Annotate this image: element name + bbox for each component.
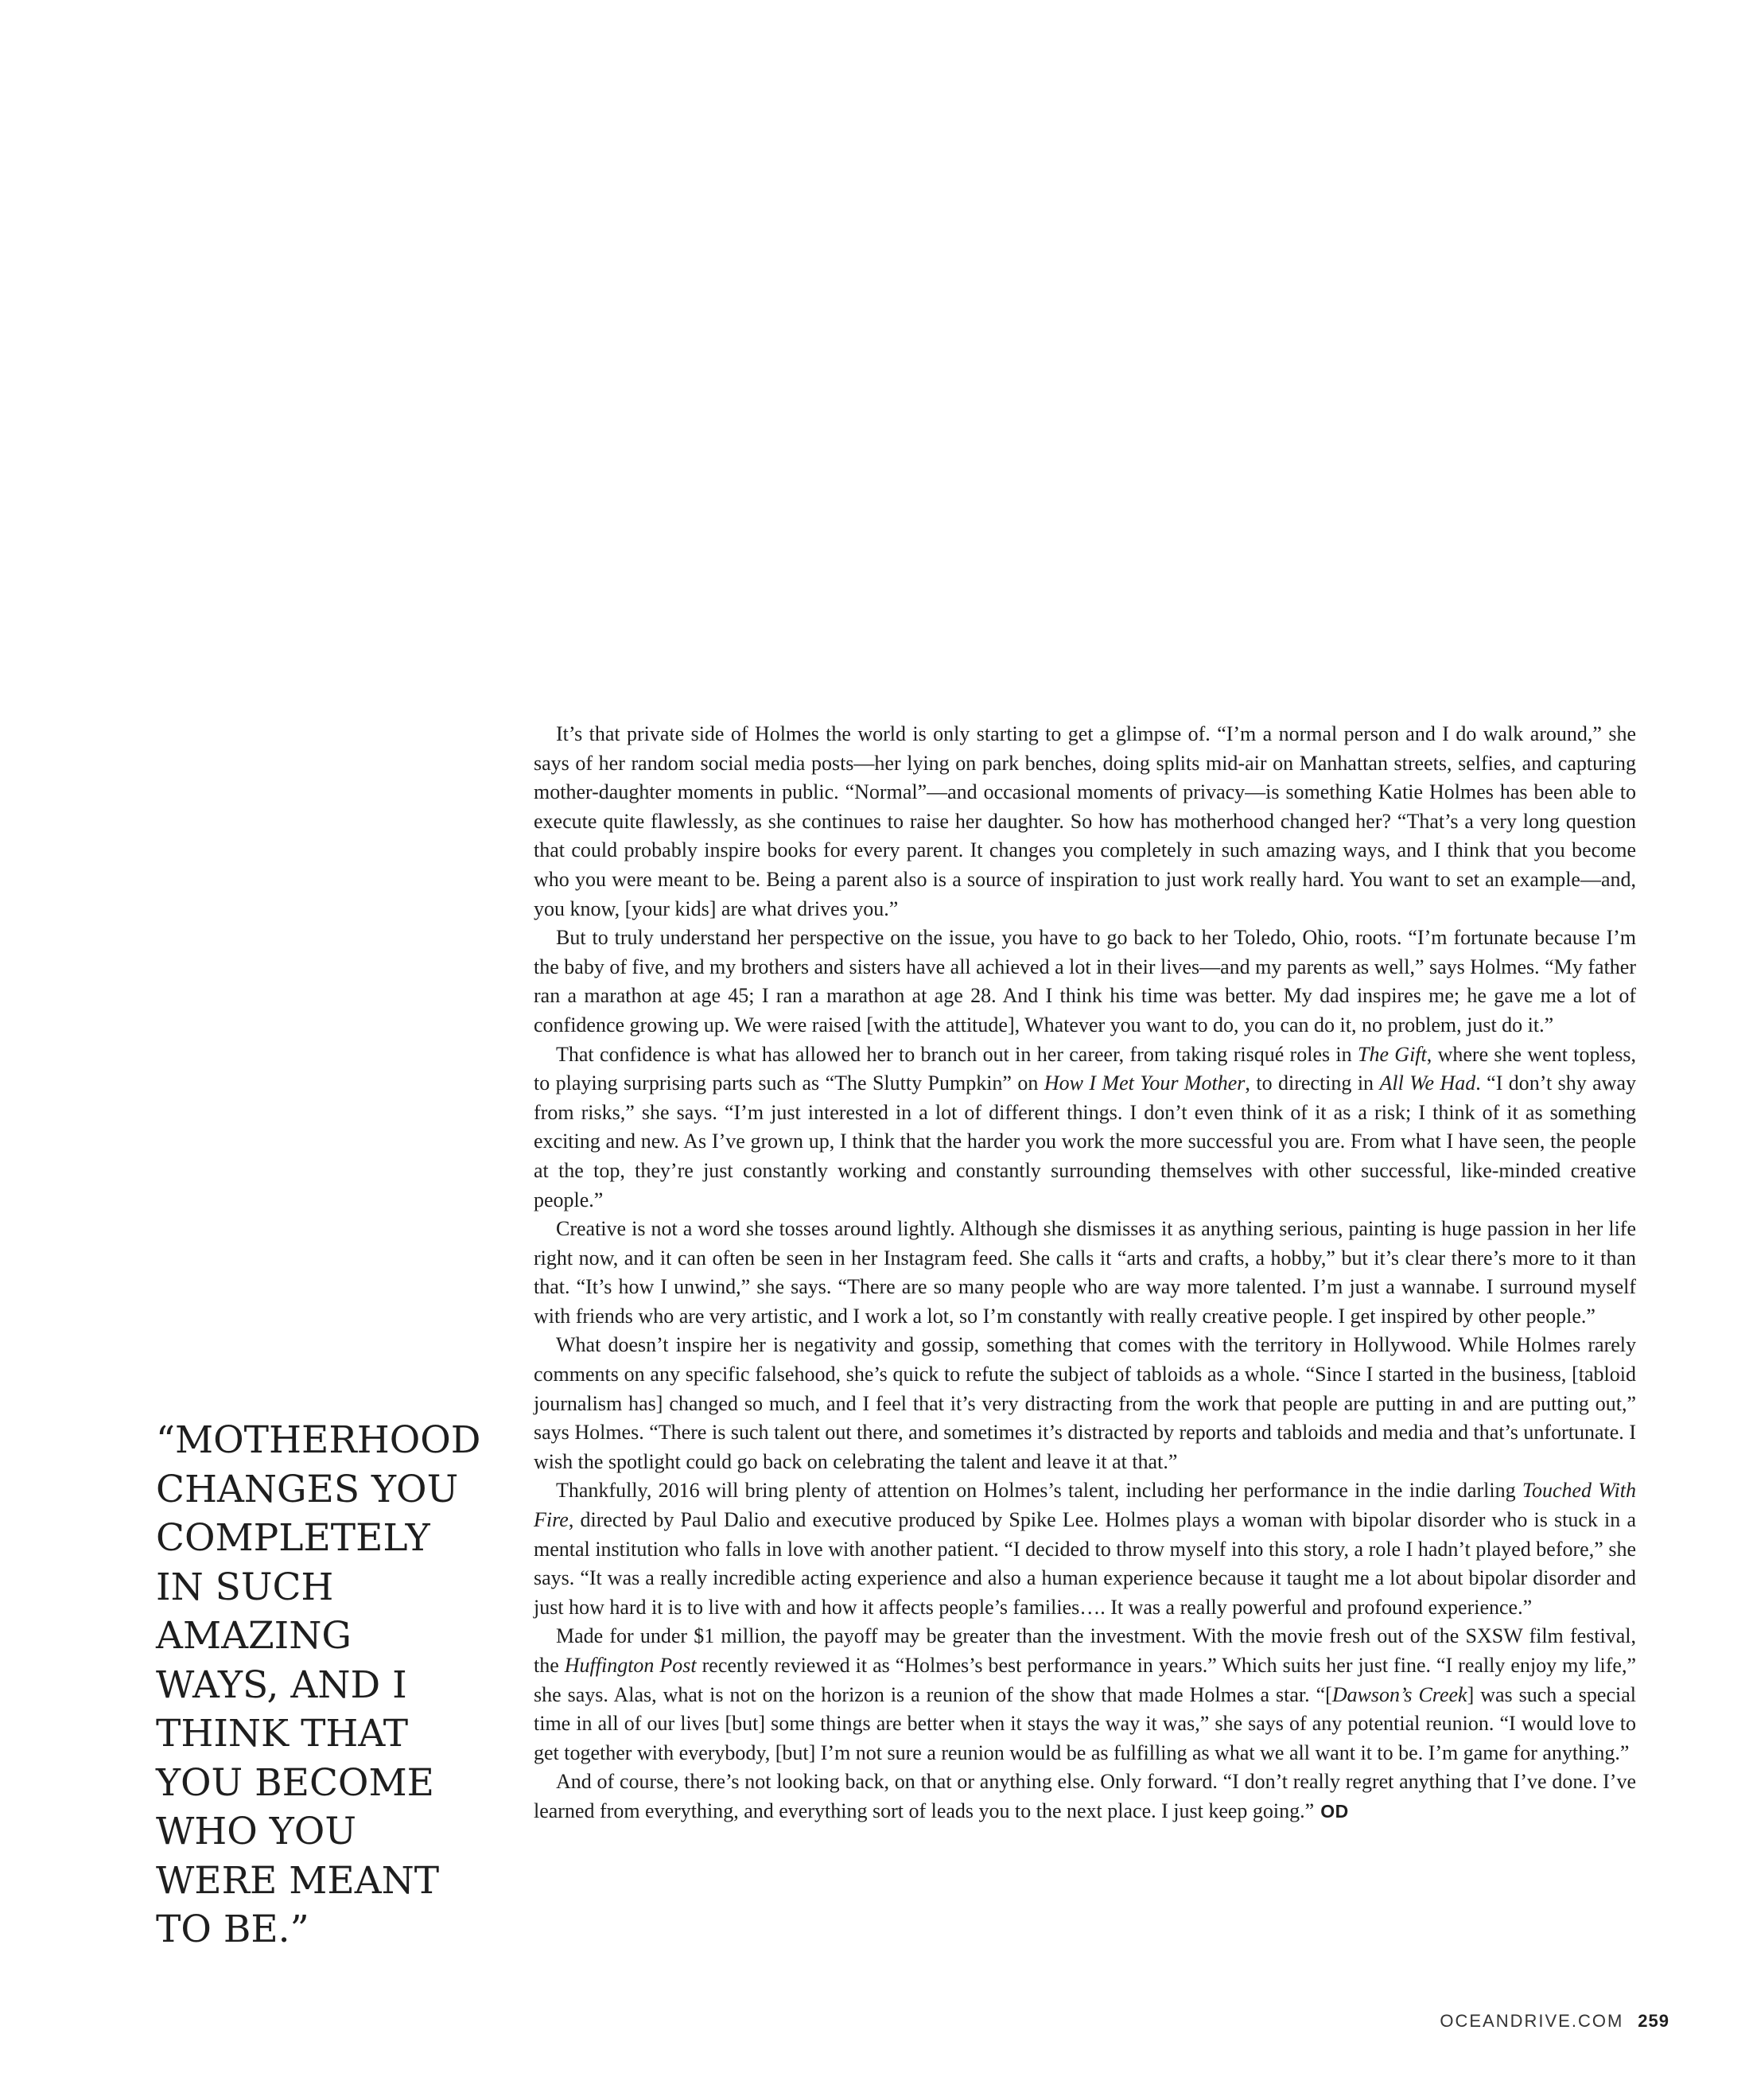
pull-quote-line: “MOTHERHOOD bbox=[156, 1418, 481, 1462]
pull-quote-line: AMAZING bbox=[156, 1614, 352, 1658]
pull-quote-line: WAYS, AND I bbox=[156, 1662, 407, 1707]
article-paragraph bbox=[534, 1215, 1636, 1331]
text-run: , where she went topless, to playing surprising parts such as “The Slutty Pumpkin” on bbox=[534, 1042, 1637, 1095]
text-run: recently reviewed it as “Holmes’s best performance in years.” Which suits her just fine. “I really enjoy my life,” she says. Alas, what is not on the horizon is a reunion of the show that made Holmes a star. “[ bbox=[534, 1654, 1636, 1706]
pull-quote bbox=[156, 1416, 481, 1954]
page-footer bbox=[1440, 2011, 1669, 2032]
text-run: That confidence is what has allowed her to branch out in her career, from taking risqué roles in bbox=[556, 1042, 1358, 1066]
article-body bbox=[534, 720, 1636, 1826]
text-run: , directed by Paul Dalio and executive produced by Spike Lee. Holmes plays a woman with bipolar disorder who is stuck in a mental institution who falls in love with another patient. “I decided to throw myself into this story, a role I hadn’t played before,” she says. “It was a really incredible acting experience and also a human experience because it taught me a lot about bipolar disorder and just how hard it is to live with and how it affects people’s families…. It was a really powerful and profound experience.” bbox=[534, 1508, 1636, 1619]
article-paragraph bbox=[534, 1476, 1636, 1622]
article-paragraph bbox=[534, 924, 1636, 1040]
pull-quote-line: TO BE.” bbox=[156, 1908, 309, 1951]
article-paragraph bbox=[534, 720, 1636, 924]
pull-quote-line: WERE MEANT bbox=[156, 1858, 440, 1903]
title-italic: How I Met Your Mother bbox=[1044, 1071, 1246, 1095]
title-italic: All We Had bbox=[1379, 1071, 1476, 1095]
pull-quote-line: COMPLETELY bbox=[156, 1516, 430, 1560]
text-run: What doesn’t inspire her is negativity and gossip, something that comes with the territory in Hollywood. While Holmes rarely comments on any specific falsehood, she’s quick to refute the subject of tabloids as a whole. “Since I started in the business, [tabloid journalism has] changed so much, and I feel that it’s very distracting from the work that people are putting in and are putting out,” says Holmes. “There is such talent out there, and sometimes it’s distracted by reports and tabloids and media and that’s unfortunate. I wish the spotlight could go back on celebrating the talent and leave it at that.” bbox=[534, 1333, 1636, 1473]
text-run: ] was such a special time in all of our lives [but] some things are better when it stays the way it was,” she says of any potential reunion. “I would love to get together with everybody, [but] I’m not sure a reunion would be as fulfilling as what we all want it to be. I’m game for anything.” bbox=[534, 1682, 1636, 1764]
footer-site-name: OCEANDRIVE.COM bbox=[1440, 2011, 1624, 2031]
pull-quote-line: WHO YOU bbox=[156, 1810, 356, 1853]
pull-quote-line: YOU BECOME bbox=[156, 1760, 434, 1805]
text-run: And of course, there’s not looking back, on that or anything else. Only forward. “I don’t really regret anything that I’ve done. I’ve learned from everything, and everything sort of leads you to the next place. I just keep going.” bbox=[534, 1770, 1636, 1822]
text-run: It’s that private side of Holmes the world is only starting to get a glimpse of. “I’m a normal person and I do walk around,” she says of her random social media posts—her lying on park benches, doing splits mid-air on Manhattan streets, selfies, and capturing mother-daughter moments in public. “Normal”—and occasional moments of privacy—is something Katie Holmes has been able to execute quite flawlessly, as she continues to raise her daughter. So how has motherhood changed her? “That’s a very long question that could probably inspire books for every parent. It changes you completely in such amazing ways, and I think that you become who you were meant to be. Being a parent also is a source of inspiration to just work really hard. You want to set an example—and, you know, [your kids] are what drives you.” bbox=[534, 722, 1636, 920]
page-number: 259 bbox=[1638, 2011, 1669, 2031]
text-run: , to directing in bbox=[1245, 1071, 1380, 1095]
text-run: . “I don’t shy away from risks,” she says. “I’m just interested in a lot of different things. I don’t even think of it as a risk; I think of it as something exciting and new. As I’ve grown up, I think that the harder you work the more successful you are. From what I have seen, the people at the top, they’re just constantly working and constantly surrounding themselves with other successful, like-minded creative people.” bbox=[534, 1071, 1636, 1211]
article-signoff: OD bbox=[1320, 1800, 1349, 1822]
article-paragraph bbox=[534, 1331, 1636, 1476]
article-paragraph bbox=[534, 1622, 1636, 1768]
text-run: Thankfully, 2016 will bring plenty of attention on Holmes’s talent, including her performance in the indie darling bbox=[556, 1479, 1522, 1503]
title-italic: Dawson’s Creek bbox=[1331, 1682, 1467, 1706]
title-italic: Touched With Fire bbox=[534, 1479, 1636, 1532]
pull-quote-line: THINK THAT bbox=[156, 1712, 409, 1756]
text-run: Creative is not a word she tosses around lightly. Although she dismisses it as anything serious, painting is huge passion in her life right now, and it can often be seen in her Instagram feed. She calls it “arts and crafts, a hobby,” but it’s clear there’s more to it than that. “It’s how I unwind,” she says. “There are so many people who are way more talented. I’m just a wannabe. I surround myself with friends who are very artistic, and I work a lot, so I’m constantly with really creative people. I get inspired by other people.” bbox=[534, 1217, 1636, 1328]
pull-quote-line: CHANGES YOU bbox=[156, 1467, 459, 1511]
pull-quote-line: IN SUCH bbox=[156, 1565, 334, 1609]
text-run: But to truly understand her perspective on the issue, you have to go back to her Toledo, Ohio, roots. “I’m fortunate because I’m the baby of five, and my brothers and sisters have all achieved a lot in their lives—and my parents as well,” says Holmes. “My father ran a marathon at age 45; I ran a marathon at age 28. And I think his time was better. My dad inspires me; he gave me a lot of confidence growing up. We were raised [with the attitude], Whatever you want to do, you can do it, no problem, just do it.” bbox=[534, 926, 1636, 1036]
text-run: Made for under $1 million, the payoff may be greater than the investment. With the movie fresh out of the SXSW film festival, the bbox=[534, 1624, 1636, 1677]
title-italic: Huffington Post bbox=[564, 1654, 697, 1677]
article-paragraph bbox=[534, 1040, 1636, 1215]
article-paragraph bbox=[534, 1768, 1636, 1826]
title-italic: The Gift bbox=[1357, 1042, 1427, 1066]
